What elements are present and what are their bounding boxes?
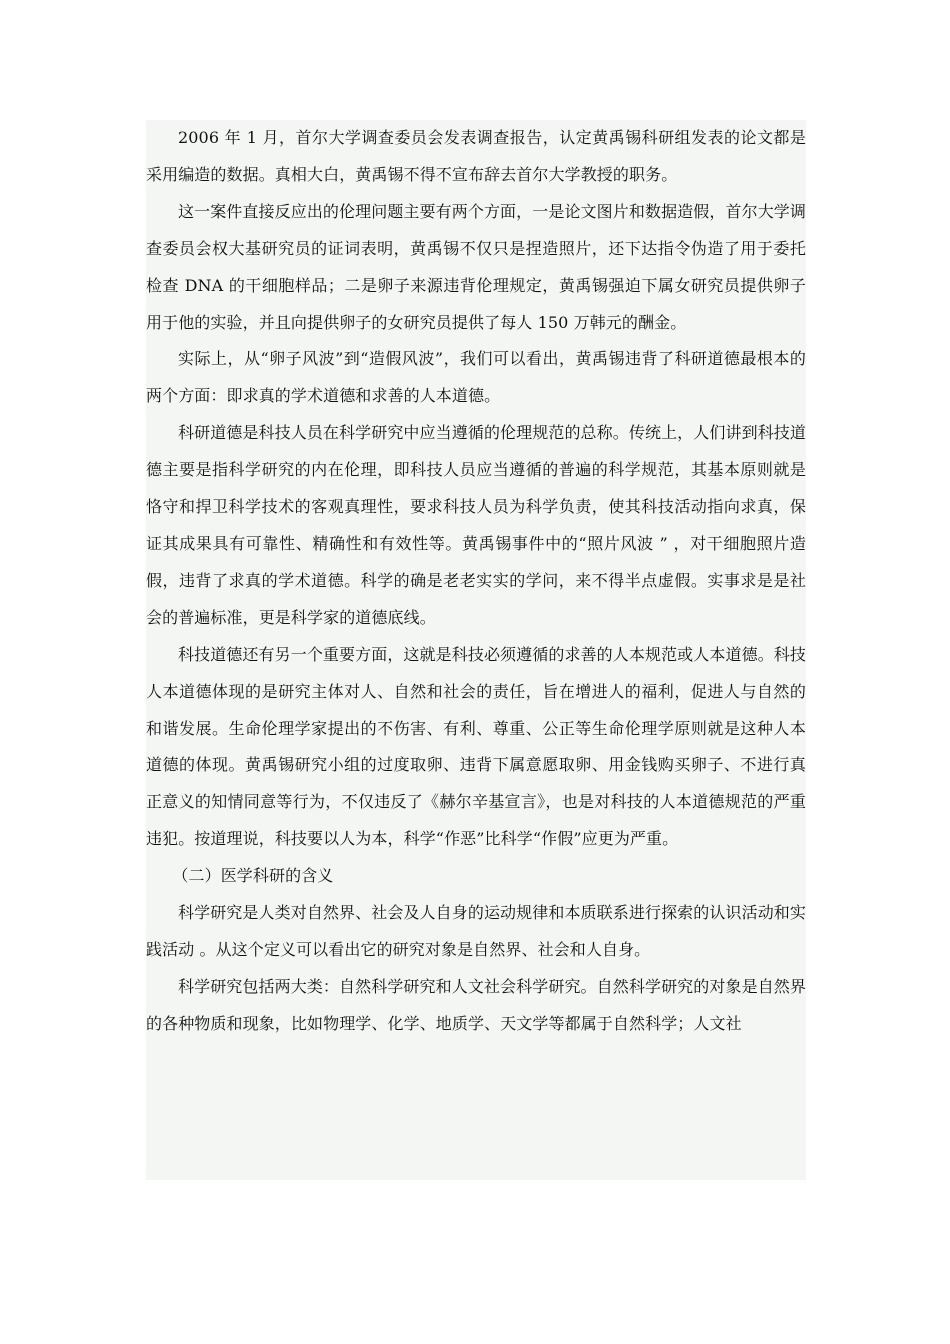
paragraph-ethics-issues: 这一案件直接反应出的伦理问题主要有两个方面，一是论文图片和数据造假，首尔大学调查委员会权大基研究员的证词表明，黄禹锡不仅只是捏造照片，还下达指令伪造了用于委托检查 DNA 的干细胞样品；二是卵子来源违背伦理规定，黄禹锡强迫下属女研究员提供卵子用于他的实验，并且向提供卵子的女研究员提供了每人 150 万韩元的酬金。 [146,201,806,332]
paragraph-two-aspects: 实际上，从“卵子风波”到“造假风波”，我们可以看出，黄禹锡违背了科研道德最根本的两个方面：即求真的学术道德和求善的人本道德。 [146,349,806,406]
paragraph-research-categories: 科学研究包括两大类：自然科学研究和人文社会科学研究。自然科学研究的对象是自然界的各种物质和现象，比如物理学、化学、地质学、天文学等都属于自然科学；人文社 [146,976,806,1033]
section-heading-medical-research: （二）医学科研的含义 [172,866,334,886]
document-text-block [146,120,806,1180]
paragraph-research-definition: 科学研究是人类对自然界、社会及人自身的运动规律和本质联系进行探索的认识活动和实践活动 。从这个定义可以看出它的研究对象是自然界、社会和人自身。 [146,903,806,959]
paragraph-research-ethics: 科研道德是科技人员在科学研究中应当遵循的伦理规范的总称。传统上，人们讲到科技道德主要是指科学研究的内在伦理，即科技人员应当遵循的普遍的科学规范，其基本原则就是恪守和捍卫科学技术的客观真理性，要求科技人员为科学负责，使其科技活动指向求真，保证其成果具有可靠性、精确性和有效性等。黄禹锡事件中的“照片风波 ” ，对干细胞照片造假，违背了求真的学术道德。科学的确是老老实实的学问，来不得半点虚假。实事求是是社会的普遍标准，更是科学家的道德底线。 [146,423,806,627]
paragraph-report-2006: 2006 年 1 月，首尔大学调查委员会发表调查报告，认定黄禹锡科研组发表的论文都是采用编造的数据。真相大白，黄禹锡不得不宣布辞去首尔大学教授的职务。 [146,128,806,184]
paragraph-humanistic-ethics: 科技道德还有另一个重要方面，这就是科技必须遵循的求善的人本规范或人本道德。科技人本道德体现的是研究主体对人、自然和社会的责任，旨在增进人的福利，促进人与自然的和谐发展。生命伦理学家提出的不伤害、有利、尊重、公正等生命伦理学原则就是这种人本道德的体现。黄禹锡研究小组的过度取卵、违背下属意愿取卵、用金钱购买卵子、不进行真正意义的知情同意等行为，不仅违反了《赫尔辛基宣言》，也是对科技的人本道德规范的严重违犯。按道理说，科技要以人为本，科学“作恶”比科学“作假”应更为严重。 [146,644,806,849]
